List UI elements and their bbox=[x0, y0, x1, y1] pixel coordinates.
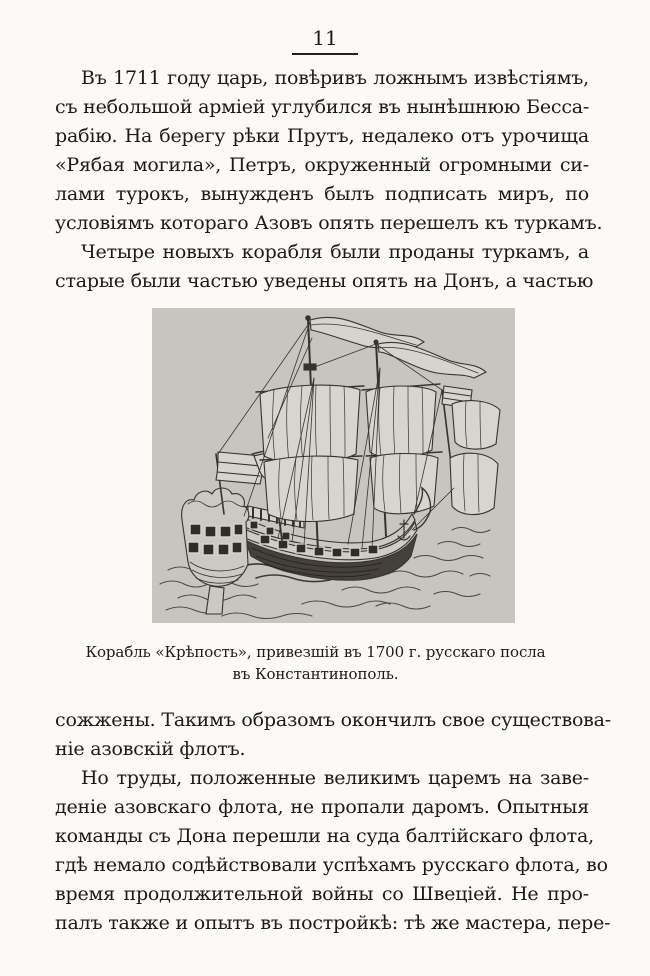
text-line: условіямъ котораго Азовъ опять перешелъ къ туркамъ. bbox=[55, 212, 603, 234]
paragraph-block-bottom bbox=[55, 706, 612, 938]
paragraph-block-top bbox=[55, 64, 603, 296]
text-line: съ небольшой арміей углубился въ нынѣшнюю Бесса- bbox=[55, 96, 590, 118]
text-line: деніе азовскаго флота, не пропали даромъ. Опытныя bbox=[55, 796, 589, 818]
text-line: лами турокъ, вынужденъ былъ подписать миръ, по bbox=[55, 183, 589, 205]
caption-line: Корабль «Крѣпость», привезшій въ 1700 г. русскаго посла bbox=[85, 643, 546, 661]
page-number bbox=[0, 27, 650, 55]
text-line: сожжены. Такимъ образомъ окончилъ свое существова- bbox=[55, 709, 612, 731]
ship-engraving-illustration bbox=[152, 308, 515, 623]
text-line: время продолжительной войны со Швеціей. Не про- bbox=[55, 883, 589, 905]
page-number-text: 11 bbox=[292, 27, 358, 55]
text-line: «Рябая могила», Петръ, окруженный огромными си- bbox=[55, 154, 589, 176]
text-line: Въ 1711 году царь, повѣривъ ложнымъ извѣстіямъ, bbox=[81, 67, 589, 89]
text-line: старые были частью уведены опять на Донъ, а частью bbox=[55, 270, 594, 292]
text-line: Но труды, положенные великимъ царемъ на заве- bbox=[81, 767, 589, 789]
text-line: команды съ Дона перешли на суда балтійскаго флота, bbox=[55, 825, 594, 847]
ship-engraving bbox=[152, 308, 515, 623]
caption-line: въ Константинополь. bbox=[232, 665, 399, 683]
text-line: гдѣ немало содѣйствовали успѣхамъ русскаго флота, во bbox=[55, 854, 608, 876]
text-line: палъ также и опытъ въ постройкѣ: тѣ же мастера, пере- bbox=[55, 912, 611, 934]
illustration-caption bbox=[0, 641, 631, 685]
text-line: Четыре новыхъ корабля были проданы туркамъ, а bbox=[81, 241, 589, 263]
text-line: ніе азовскій флотъ. bbox=[55, 738, 246, 760]
text-line: рабію. На берегу рѣки Прутъ, недалеко отъ урочища bbox=[55, 125, 589, 147]
